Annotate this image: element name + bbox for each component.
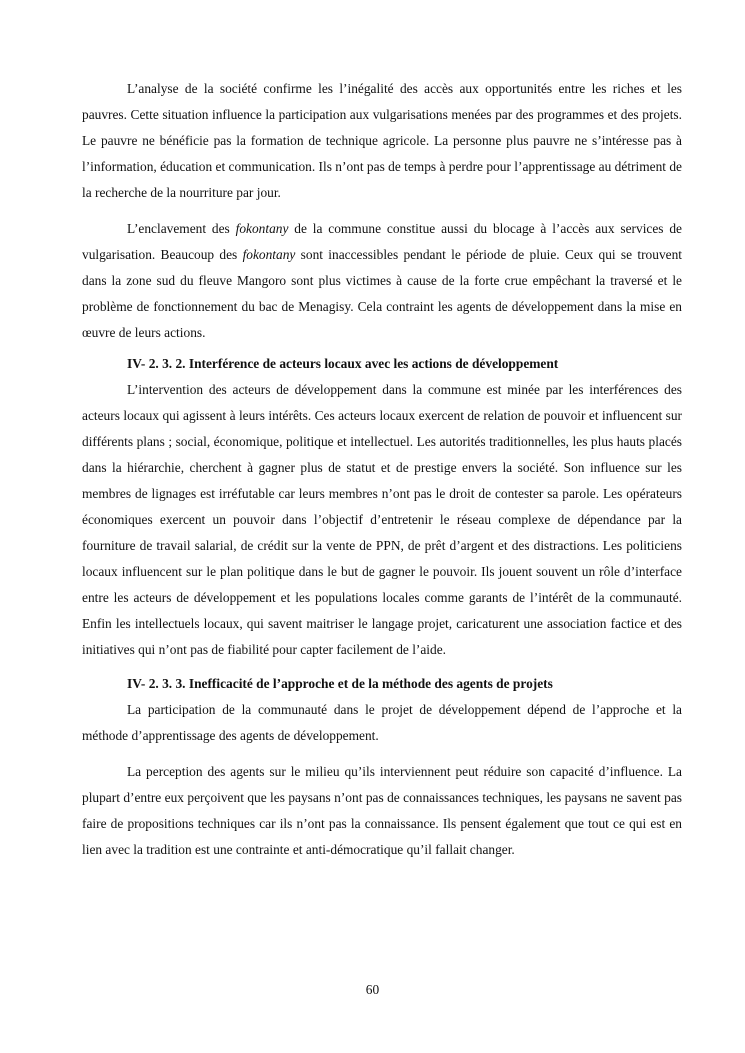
paragraph-text: de la commune constitue aussi du blocage à l’accès aux services de vulgarisation. Beaucoup des bbox=[82, 221, 682, 262]
paragraph-local-actors: L’intervention des acteurs de développement dans la commune est minée par les interférences des acteurs locaux qui agissent à leurs intérêts. Ces acteurs locaux exercent de relation de pouvoir et influencent sur différents plans ; social, économique, politique et intellectuel. Les autorités traditionnelles, les plus hauts placés dans la hiérarchie, cherchent à gagner plus de statut et de prestige envers la société. Son influence sur les membres de lignages est irréfutable car leurs membres n’ont pas le droit de contester sa parole. Les opérateurs économiques exercent un pouvoir dans l’objectif d’entretenir le réseau complexe de dépendance par la fourniture de travail salarial, de crédit sur la vente de PPN, de prêt d’argent et des distractions. Les politiciens locaux influencent sur le plan politique dans le but de gagner le pouvoir. Ils jouent souvent un rôle d’interface entre les acteurs de développement et les populations locales comme garants de l’intérêt de la communauté. Enfin les intellectuels locaux, qui savent maitriser le langage projet, caricaturent une association factice et des initiatives qui n’ont pas de fiabilité pour capter facilement de l’aide. bbox=[82, 382, 682, 657]
italic-term: fokontany bbox=[235, 221, 289, 236]
italic-term: fokontany bbox=[242, 247, 296, 262]
section-heading-approach: IV- 2. 3. 3. Inefficacité de l’approche et de la méthode des agents de projets bbox=[127, 676, 553, 691]
paragraph-text: sont inaccessibles pendant le période de pluie. Ceux qui se trouvent dans la zone sud du fleuve Mangoro sont plus victimes à cause de la forte crue empêchant la traversé et le problème de fonctionnement du bac de Menagisy. Cela contraint les agents de développement dans la mise en œuvre de leurs actions. bbox=[82, 247, 683, 340]
paragraph-participation: La participation de la communauté dans le projet de développement dépend de l’approche et la méthode d’apprentissage des agents de développement. bbox=[82, 702, 682, 743]
paragraph-social-inequality: L’analyse de la société confirme les l’inégalité des accès aux opportunités entre les riches et les pauvres. Cette situation influence la participation aux vulgarisations menées par des programmes et des projets. Le pauvre ne bénéficie pas la formation de technique agricole. La personne plus pauvre ne s’intéresse pas à l’information, éducation et communication. Ils n’ont pas de temps à perdre pour l’apprentissage au détriment de la recherche de la nourriture par jour. bbox=[82, 81, 682, 200]
paragraph-perception: La perception des agents sur le milieu qu’ils interviennent peut réduire son capacité d’influence. La plupart d’entre eux perçoivent que les paysans n’ont pas de connaissances techniques, les paysans ne savent pas faire de propositions techniques car ils n’ont pas la connaissance. Ils pensent également que tout ce qui est en lien avec la tradition est une contrainte et anti-démocratique qu’il fallait changer. bbox=[82, 764, 682, 857]
section-heading-local-actors: IV- 2. 3. 2. Interférence de acteurs locaux avec les actions de développement bbox=[127, 356, 559, 371]
paragraph-text: L’enclavement des bbox=[127, 221, 236, 236]
paragraph-enclavement bbox=[82, 216, 682, 346]
page-number: 60 bbox=[365, 982, 380, 997]
document-body bbox=[82, 76, 682, 863]
